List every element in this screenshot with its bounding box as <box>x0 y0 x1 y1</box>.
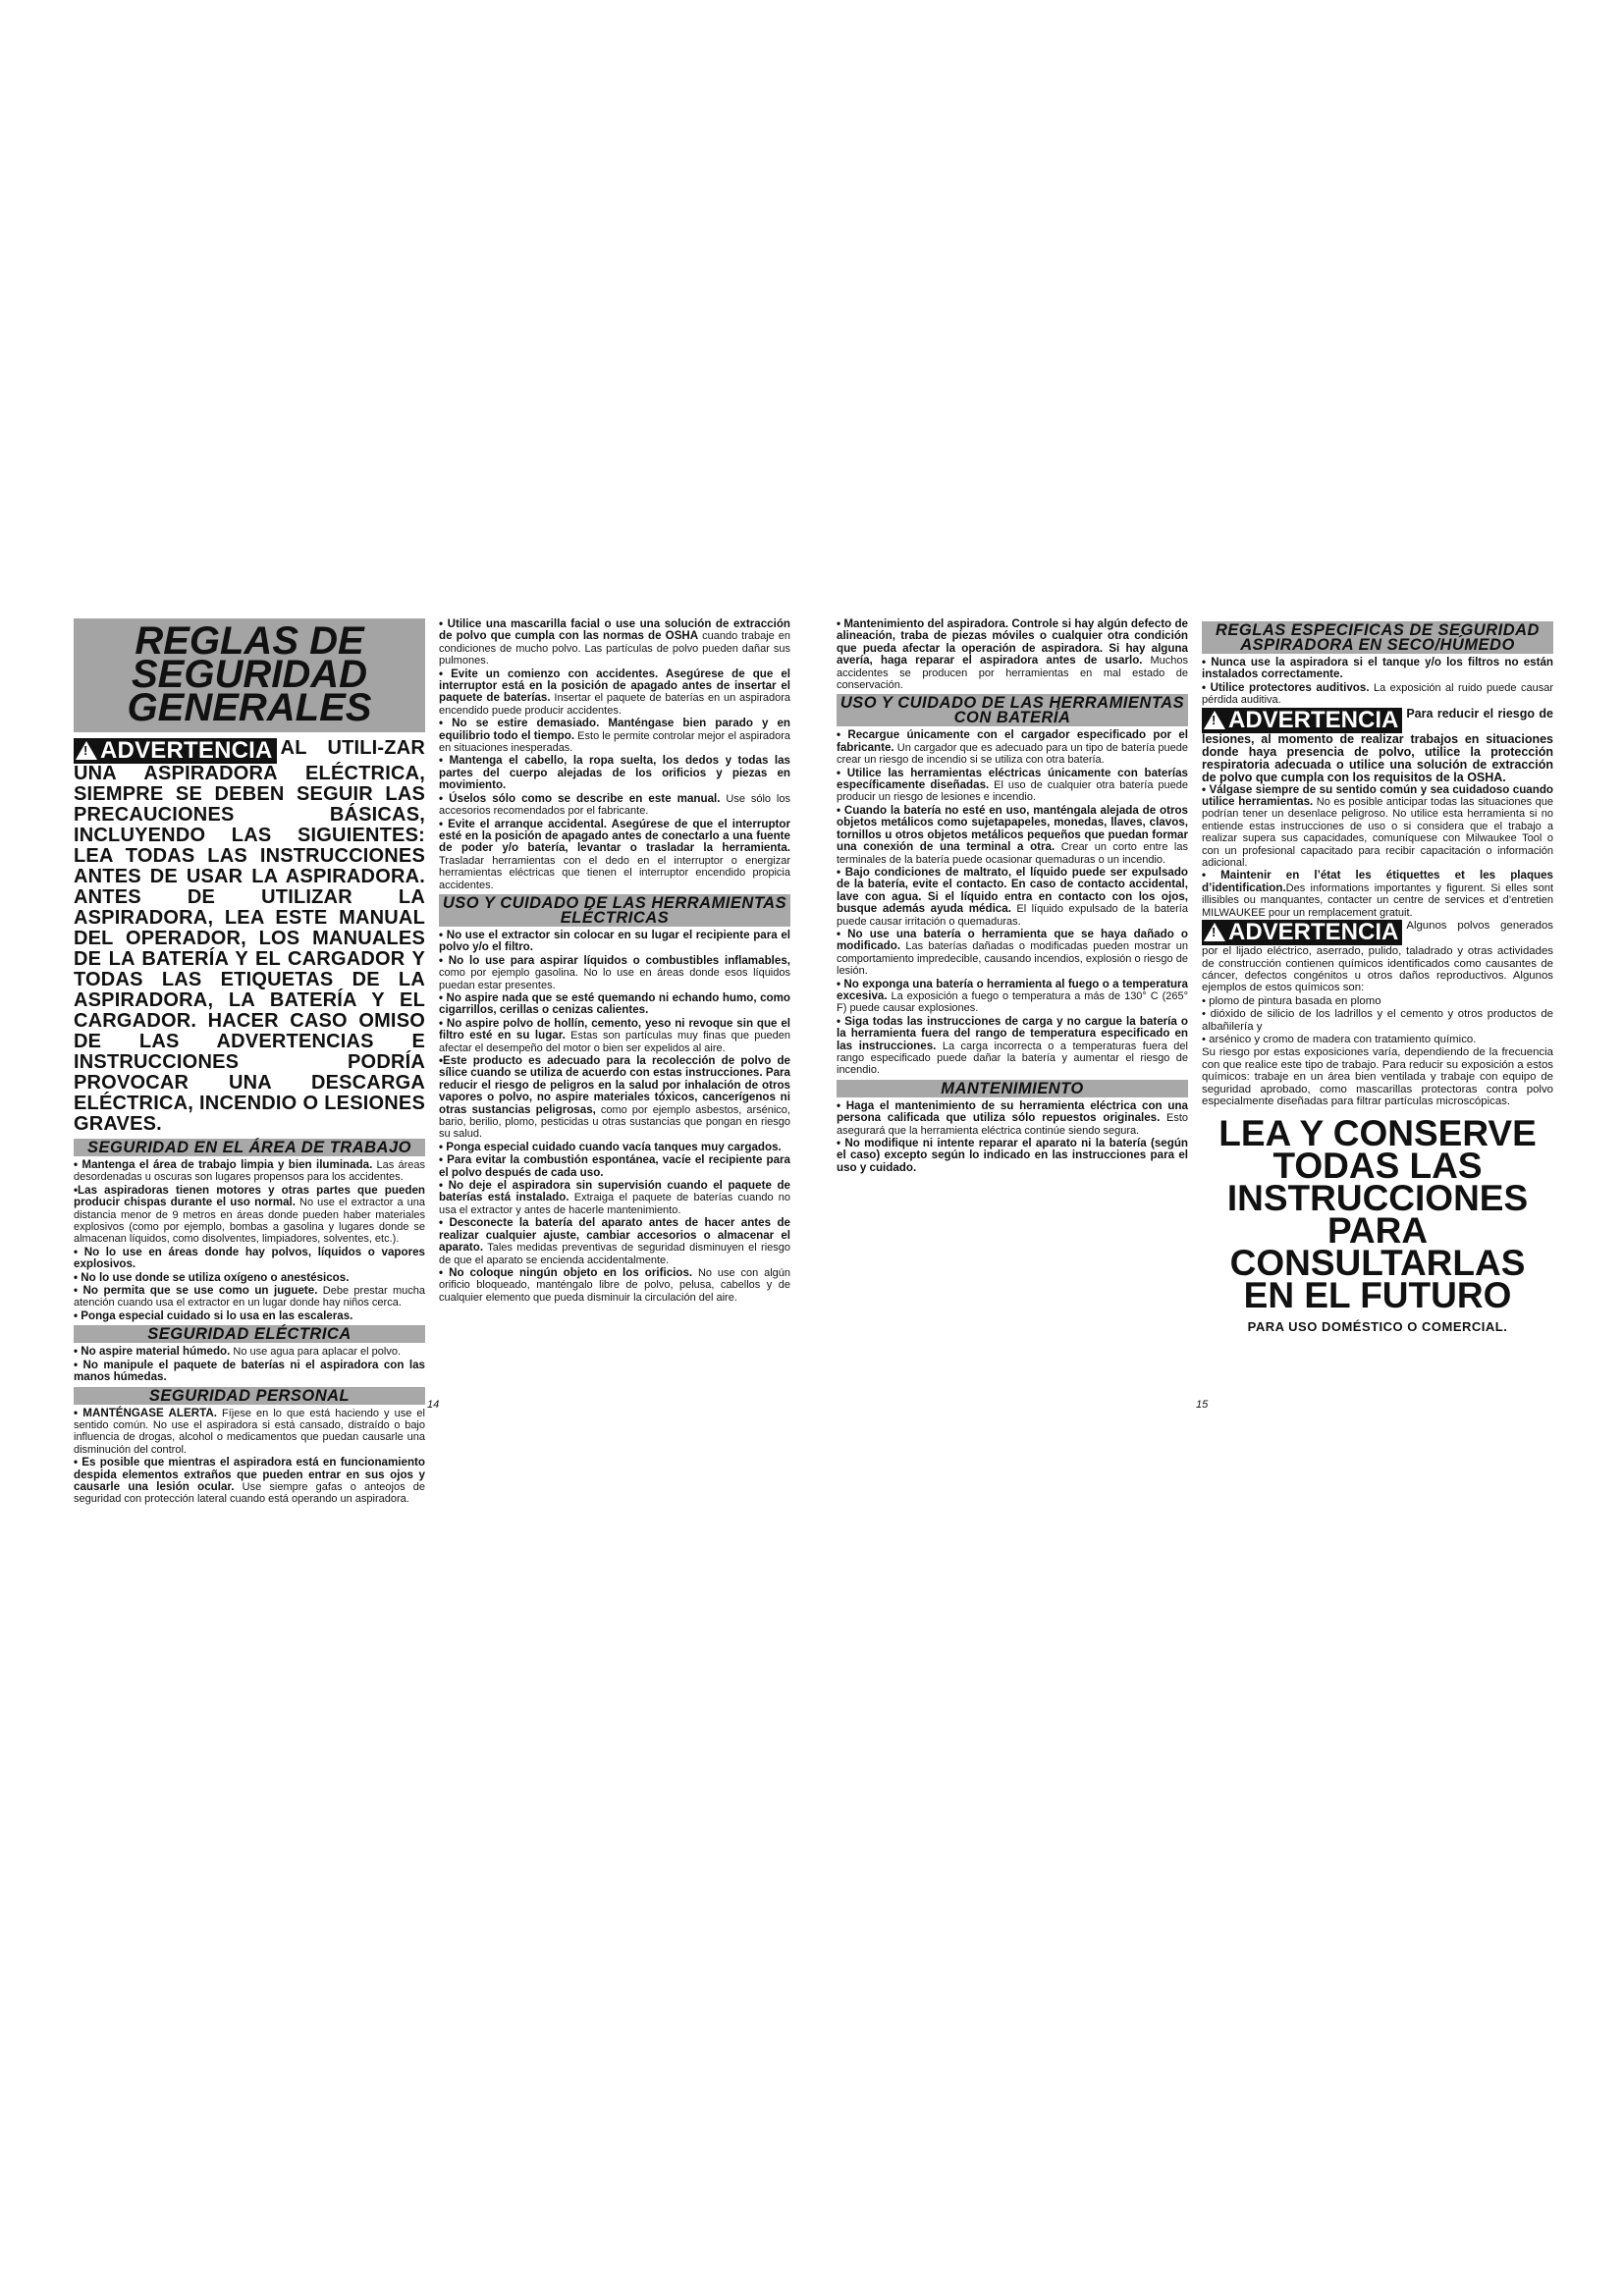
usage-note: PARA USO DOMÉSTICO O COMERCIAL. <box>1247 1319 1508 1335</box>
warning-badge <box>1202 708 1402 733</box>
rule-emphasis: • Mantenga el cabello, la ropa suelta, los dedos y todas las partes del cuerpo alejadas de los orificios y piezas en movimiento. <box>439 754 790 792</box>
warning-text: ASPIRADORA ELÉCTRICA, SIEMPRE SE DEBEN SEGUIR LAS PRECAUCIONES BÁSICAS, INCLUYENDO LAS SIGUIENTES: LEA TODAS LAS INSTRUCCIONES ANTES DE USAR LA ASPIRADORA. ANTES DE UTILIZAR LA ASPIRADORA, LEA ESTE MANUAL DEL OPERADOR, LOS MANUALES DE LA BATERÍA Y EL CARGADOR Y TODAS LAS ETIQUETAS DE LA ASPIRADORA, LA BATERÍA Y EL CARGADOR. HACER CASO OMISO DE LAS ADVERTENCIAS E INSTRUCCIONES PODRÍA PROVOCAR UNA DESCARGA ELÉCTRICA, INCENDIO O LESIONES GRAVES. <box>74 763 425 1135</box>
page-number: 14 <box>427 1399 440 1411</box>
safety-rule-item <box>837 1016 1188 1077</box>
safety-rule-item <box>74 1360 425 1384</box>
rule-detail: Las baterías dañadas o modificadas pueden mostrar un comportamiento impredecible, causando incendios, explosión o riesgo de lesión. <box>837 940 1188 978</box>
warning-badge <box>74 738 277 764</box>
lea-line: LEA Y CONSERVE <box>1218 1113 1537 1154</box>
specific-list-cont <box>1202 784 1553 919</box>
rule-detail: La carga incorrecta o a temperaturas fuera del rango especificado puede dañar la batería y aumentar el riesgo de incendio. <box>837 1040 1188 1077</box>
warning-text: lesiones, al momento de realizar trabajos en situaciones donde haya presencia de polvo, utilice la protección respiratoria adecuada o utilice una solución de extracción de polvo que cumpla con los requisitos de la OSHA. <box>1202 731 1553 784</box>
section-heading-electrical: SEGURIDAD ELÉCTRICA <box>74 1325 425 1343</box>
rule-detail: Muchos accidentes se producen por herramientas en mal estado de conservación. <box>837 655 1188 692</box>
safety-rule-item <box>837 929 1188 978</box>
safety-rule-item <box>74 1272 425 1284</box>
warning-label: ADVERTENCIA <box>100 737 273 764</box>
safety-rule-item <box>439 1154 790 1179</box>
safety-rule-item <box>837 618 1188 691</box>
lea-line: INSTRUCCIONES <box>1226 1178 1529 1219</box>
rule-detail: No use con algún orificio bloqueado, manténgalo libre de polvo, pelusa, cabellos y de cualquier elemento que pueda disminuir la circulación del aire. <box>439 1266 791 1304</box>
warning-triangle-icon <box>76 741 97 760</box>
safety-rule-item <box>74 1310 425 1322</box>
safety-rule-item <box>837 1100 1188 1137</box>
rule-emphasis: • Evite el arranque accidental. Asegúrese de que el interruptor esté en la posición de apagado antes de conectarlo a una fuente de poder y/o batería, levantar o trasladar la herramienta. <box>439 817 790 855</box>
safety-rule-item <box>439 819 790 891</box>
safety-rule-item <box>74 1159 425 1184</box>
rule-emphasis: • Ponga especial cuidado si lo usa en las escaleras. <box>74 1308 353 1322</box>
lea-line: TODAS LAS <box>1272 1146 1483 1187</box>
rule-emphasis: •Este producto es adecuado para la recolección de polvo de sílice cuando se utiliza de acuerdo con estas instrucciones. Para reducir el riesgo de peligros en la salud por inhalación de otros vapores o polvo, no aspire materiales tóxicos, cancerígenos ni otras sustancias peligrosas, <box>439 1054 790 1116</box>
safety-rule-item <box>74 1285 425 1309</box>
rule-detail: Un cargador que es adecuado para un tipo de batería puede crear un riesgo de incendio si se utiliza con otra batería. <box>837 741 1188 767</box>
safety-rule-item <box>439 1142 790 1153</box>
rule-detail: El líquido expulsado de la batería puede causar irritación o quemaduras. <box>837 903 1188 928</box>
rule-emphasis: • No aspire nada que se esté quemando ni echando humo, como cigarrillos, cerillas o cenizas calientes. <box>439 990 790 1017</box>
rule-emphasis: • No lo use donde se utiliza oxígeno o anestésicos. <box>74 1270 350 1284</box>
rule-detail: cuando trabaje en condiciones de mucho polvo. Las partículas de polvo pueden dañar sus pulmones. <box>439 630 790 667</box>
safety-rule-item <box>439 955 790 991</box>
safety-rule-item <box>74 1457 425 1506</box>
safety-rule-item <box>439 793 790 818</box>
electrical-list <box>74 1346 425 1383</box>
chemical-list-item: • plomo de pintura basada en plomo <box>1202 994 1381 1007</box>
rule-detail: como por ejemplo asbestos, arsénico, bario, berilio, plomo, pesticidas u otras sustancias que pongan en riesgo su salud. <box>439 1103 790 1141</box>
rule-detail: El uso de cualquier otra batería puede producir un riesgo de lesiones e incendio. <box>837 779 1188 804</box>
right-page <box>837 617 1554 1411</box>
safety-rule-item <box>439 1055 790 1141</box>
rule-detail: Insertar el paquete de baterías en un aspiradora encendido puede producir accidentes. <box>439 692 790 717</box>
safety-rule-item <box>837 805 1188 866</box>
work-area-list <box>74 1159 425 1322</box>
page-title <box>74 618 425 732</box>
left-column-1 <box>74 618 425 1507</box>
warning-triangle-icon <box>1204 711 1225 729</box>
rule-emphasis: • No se estire demasiado. Manténgase bien parado y en equilibrio todo el tiempo. <box>439 717 790 742</box>
rule-emphasis: • Para evitar la combustión espontánea, vacíe el recipiente para el polvo después de cada uso. <box>439 1153 790 1179</box>
rule-emphasis: • No manipule el paquete de baterías ni el aspiradora con las manos húmedas. <box>74 1358 425 1384</box>
section-heading-tool-use: USO Y CUIDADO DE LAS HERRAMIENTAS ELÉCTRICAS <box>439 894 790 927</box>
read-and-keep-heading <box>1202 1113 1553 1316</box>
general-warning <box>74 738 425 1135</box>
rule-emphasis: • No aspire material húmedo. <box>74 1345 231 1359</box>
rule-detail: No use el extractor a una distancia menor de 9 metros en áreas donde pueden haber materiales explosivos (como por ejemplo, bombas a gasolina y lugares donde se almacenan líquidos, como disolventes, limpiadores, solventes, etc.). <box>74 1197 425 1246</box>
chemical-list-item: • arsénico y cromo de madera con tratamiento químico. <box>1202 1033 1477 1045</box>
section-heading-battery: USO Y CUIDADO DE LAS HERRAMIENTAS CON BATERÍA <box>837 694 1188 726</box>
rule-emphasis: • Maintenir en l’état les étiquettes et les plaques d’identification. <box>1202 869 1553 894</box>
warning-label: ADVERTENCIA <box>1228 706 1399 733</box>
safety-rule-item <box>1202 682 1553 707</box>
warning-triangle-icon <box>1204 923 1225 941</box>
tool-use-list-cont <box>837 618 1188 691</box>
rule-detail: Tales medidas preventivas de seguridad disminuyen el riesgo de que el aparato se encienda accidentalmente. <box>439 1242 790 1266</box>
left-column-2 <box>439 618 790 1305</box>
warning-lead: Algunos polvos generados por <box>1202 920 1553 958</box>
rule-detail: como por ejemplo gasolina. No lo use en áreas donde esos líquidos puedan estar presentes. <box>439 967 790 991</box>
safety-rule-item <box>74 1247 425 1271</box>
section-heading-work-area: SEGURIDAD EN EL ÁREA DE TRABAJO <box>74 1139 425 1156</box>
rule-emphasis: • No lo use en áreas donde hay polvos, líquidos o vapores explosivos. <box>74 1245 425 1271</box>
safety-rule-item <box>837 1138 1188 1174</box>
safety-rule-item <box>74 1346 425 1358</box>
rule-emphasis: • Haga el mantenimiento de su herramienta eléctrica con una persona calificada que utiliza sólo repuestos originales. <box>837 1098 1188 1125</box>
rule-emphasis: • Desconecte la batería del aparato antes de hacer antes de realizar cualquier ajuste, cambiar accesorios o almacenar el aparato. <box>439 1216 790 1255</box>
right-column-2 <box>1202 618 1553 1334</box>
title-line: GENERALES <box>127 686 372 729</box>
rule-detail: Debe prestar mucha atención cuando usa el extractor en un lugar donde hay niños cerca. <box>74 1285 425 1309</box>
safety-rule-item <box>1202 870 1553 919</box>
rule-emphasis: • Ponga especial cuidado cuando vacía tanques muy cargados. <box>439 1140 782 1153</box>
rule-emphasis: • No deje el aspiradora sin supervisión cuando el paquete de baterías está instalado. <box>439 1179 790 1204</box>
rule-detail: Las áreas desordenadas u oscuras son lugares propensos para los accidentes. <box>74 1159 425 1184</box>
rule-emphasis: • No exponga una batería o herramienta al fuego o a temperatura excesiva. <box>837 977 1188 1002</box>
warning-label: ADVERTENCIA <box>1228 919 1399 946</box>
rule-emphasis: • No modifique ni intente reparar el aparato ni la batería (según el caso) excepto según lo indicado en las instrucciones para el uso y cuidado. <box>837 1137 1188 1174</box>
rule-detail: La exposición al ruido puede causar pérdida auditiva. <box>1202 681 1553 707</box>
safety-rule-item <box>837 729 1188 766</box>
title-line: REGLAS DE <box>135 619 364 663</box>
rule-emphasis: • Es posible que mientras el aspiradora está en funcionamiento despida elementos extraños que pueden entrar en sus ojos y causarle una lesión ocular. <box>74 1456 425 1493</box>
rule-detail: Estas son partículas muy finas que pueden afectar el desempeño del motor o bien ser expelidos al aire. <box>439 1030 790 1054</box>
rule-emphasis: • No use una batería o herramienta que se haya dañado o modificado. <box>837 927 1188 953</box>
safety-rule-item <box>439 1217 790 1266</box>
safety-rule-item <box>1202 784 1553 870</box>
dust-warning <box>1202 920 1553 994</box>
rule-emphasis: • Válgase siempre de su sentido común y sea cuidadoso cuando utilice herramientas. <box>1202 782 1553 809</box>
rule-emphasis: • Úselos sólo como se describe en este manual. <box>439 791 721 805</box>
rule-detail: La exposición a fuego o temperatura a más de 130° C (265° F) puede causar explosiones. <box>837 989 1188 1015</box>
rule-emphasis: • No aspire polvo de hollín, cemento, yeso ni revoque sin que el filtro esté en su lugar. <box>439 1016 790 1042</box>
safety-rule-item <box>439 618 790 667</box>
rule-detail: Des informations importantes y figurent. Si elles sont illisibles ou manquantes, contacter un centre de services et d’entretien MILWAUKEE pour un remplacement gratuit. <box>1202 881 1553 919</box>
chemical-list-item: • dióxido de silicio de los ladrillos y el cemento y otros productos de albañilería y <box>1202 1008 1553 1033</box>
rule-detail: Crear un corto entre las terminales de la batería puede ocasionar quemaduras o un incendio. <box>837 841 1188 866</box>
safety-rule-item <box>439 930 790 954</box>
rule-detail: No es posible anticipar todas las situaciones que podrían tener un desenlace peligroso. No utilice esta herramienta si no entiende estas instrucciones de uso o si considera que el trabajo a realizar supera sus capacidades, comuníquese con Milwaukee Tool o con un profesional capacitado para recibir capacitación o información adicional. <box>1202 796 1554 870</box>
personal-list <box>74 1408 425 1506</box>
title-line: SEGURIDAD <box>131 653 368 696</box>
section-heading-personal: SEGURIDAD PERSONAL <box>74 1387 425 1405</box>
rule-detail: Extraiga el paquete de baterías cuando no usa el extractor y antes de hacerle mantenimiento. <box>439 1192 791 1216</box>
safety-rule-item <box>439 1180 790 1216</box>
rule-detail: Trasladar herramientas con el dedo en el interruptor o energizar herramientas eléctricas que tienen el interruptor encendido propicia accidentes. <box>439 854 790 891</box>
safety-rule-item <box>74 1185 425 1246</box>
rule-emphasis: • Mantenga el área de trabajo limpia y bien iluminada. <box>74 1158 373 1171</box>
safety-rule-item <box>439 755 790 791</box>
page-number: 15 <box>1196 1399 1209 1411</box>
rule-emphasis: • Bajo condiciones de maltrato, el líquido puede ser expulsado de la batería, evite el contacto. En caso de contacto accidental, lave con agua. Si el líquido entra en contacto con los ojos, busque además ayuda médica. <box>837 865 1188 916</box>
warning-lead: Para reducir el riesgo de <box>1406 706 1553 721</box>
lea-line: CONSULTARLAS <box>1229 1243 1526 1284</box>
safety-rule-item <box>439 1267 790 1304</box>
right-column-1 <box>837 618 1188 1175</box>
safety-rule-item <box>1202 657 1553 681</box>
tool-use-list <box>439 930 790 1304</box>
rule-emphasis: • Recargue únicamente con el cargador especificado por el fabricante. <box>837 728 1188 754</box>
rule-emphasis: • Utilice las herramientas eléctricas únicamente con baterías específicamente diseñadas. <box>837 766 1188 792</box>
rule-emphasis: • Siga todas las instrucciones de carga y no cargue la batería o la herramienta fuera del rango de temperatura especificado en las instrucciones. <box>837 1014 1188 1052</box>
personal-list-cont <box>439 618 790 891</box>
rule-emphasis: • No coloque ningún objeto en los orificios. <box>439 1265 693 1279</box>
safety-rule-item <box>439 718 790 754</box>
rule-emphasis: • Evite un comienzo con accidentes. Asegúrese de que el interruptor está en la posición de apagado antes de insertar el paquete de baterías. <box>439 667 790 705</box>
rule-emphasis: • Mantenimiento del aspiradora. Controle si hay algún defecto de alineación, traba de piezas móviles o cualquier otra condición que pueda afectar la operación de aspiradora. Si hay alguna avería, haga reparar el aspiradora antes de usarlo. <box>837 617 1188 667</box>
rule-emphasis: • No lo use para aspirar líquidos o combustibles inflamables, <box>439 953 790 967</box>
rule-detail: No use agua para aplacar el polvo. <box>230 1346 402 1359</box>
section-heading-specific: REGLAS ESPECIFICAS DE SEGURIDAD ASPIRADORA EN SECO/HÚMEDO <box>1202 621 1553 654</box>
rule-emphasis: • Nunca use la aspiradora si el tanque y/o los filtros no están instalados correctamente. <box>1202 656 1553 681</box>
left-page <box>74 617 791 1506</box>
warning-lead: AL UTILI-ZAR UNA <box>74 737 425 784</box>
rule-emphasis: •Las aspiradoras tienen motores y otras partes que pueden producir chispas durante el uso normal. <box>74 1183 425 1209</box>
rule-emphasis: • Utilice una mascarilla facial o use una solución de extracción de polvo que cumpla con las normas de OSHA <box>439 617 790 643</box>
dust-warning-tail: Su riesgo por estas exposiciones varía, dependiendo de la frecuencia con que realice este tipo de trabajo. Para reducir su exposición a estos químicos: trabaje en un área bien ventilada y trabaje con equipo de seguridad aprobado, como mascarillas protectoras contra polvo especialmente diseñadas para filtrar partículas microscópicas. <box>1202 1046 1553 1107</box>
battery-list <box>837 729 1188 1076</box>
rule-detail: Fíjese en lo que está haciendo y use el sentido común. No use el aspiradora si está cansado, distraído o bajo influencia de drogas, alcohol o medicamentos que puedan causarle una disminución del control. <box>74 1407 425 1456</box>
rule-emphasis: • Cuando la batería no esté en uso, manténgala alejada de otros objetos metálicos como sujetapapeles, monedas, llaves, clavos, tornillos u otros objetos metálicos pequeños que puedan formar una conexión de una terminal a otra. <box>837 803 1188 854</box>
safety-rule-item <box>837 867 1188 928</box>
warning-badge <box>1202 920 1402 945</box>
section-heading-maintenance: MANTENIMIENTO <box>837 1080 1188 1097</box>
warning-text: el lijado eléctrico, aserrado, pulido, taladrado y otras actividades de construcción contienen químicos identificados como causantes de cáncer, defectos congénitos u otros daños reproductivos. Algunos ejemplos de estos químicos son: <box>1202 945 1553 994</box>
safety-rule-item <box>74 1408 425 1457</box>
rule-detail: Esto asegurará que la herramienta eléctrica continúe siendo segura. <box>837 1112 1188 1137</box>
respiratory-warning <box>1202 708 1553 784</box>
safety-rule-item <box>439 992 790 1017</box>
maintenance-list <box>837 1100 1188 1174</box>
rule-emphasis: • No permita que se use como un juguete. <box>74 1284 318 1298</box>
specific-list <box>1202 657 1553 707</box>
rule-emphasis: • Utilice protectores auditivos. <box>1202 680 1370 694</box>
safety-rule-item <box>439 668 790 718</box>
lea-line: PARA <box>1326 1210 1429 1252</box>
rule-emphasis: • MANTÉNGASE ALERTA. <box>74 1406 217 1419</box>
rule-emphasis: • No use el extractor sin colocar en su lugar el recipiente para el polvo y/o el filtro. <box>439 928 790 954</box>
lea-line: EN EL FUTURO <box>1243 1275 1512 1316</box>
rule-detail: Esto le permite controlar mejor el aspiradora en situaciones inesperadas. <box>439 729 791 755</box>
safety-rule-item <box>837 979 1188 1015</box>
safety-rule-item <box>837 768 1188 804</box>
rule-detail: Use siempre gafas o anteojos de seguridad con protección lateral cuando está operando un aspiradora. <box>74 1480 425 1506</box>
safety-rule-item <box>439 1018 790 1054</box>
rule-detail: Use sólo los accesorios recomendados por el fabricante. <box>439 792 790 818</box>
